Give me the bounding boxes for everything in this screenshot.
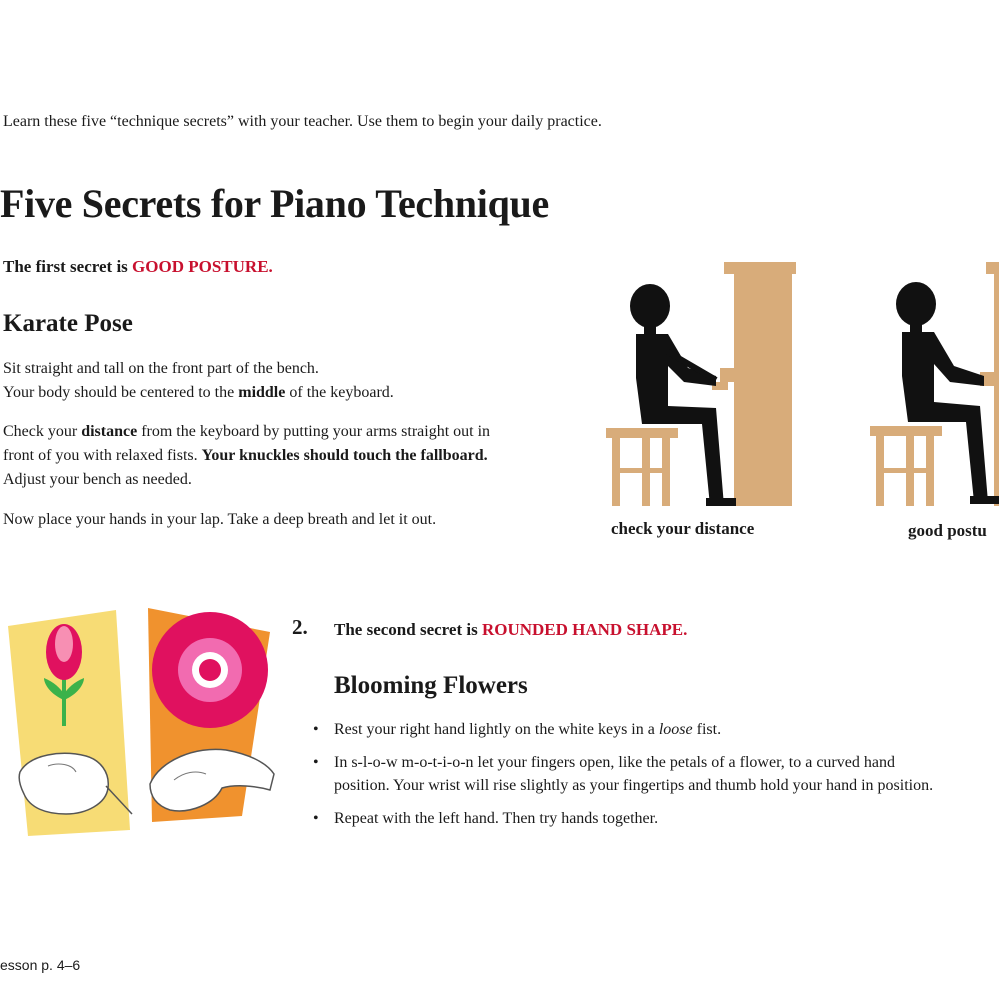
first-secret-line bbox=[3, 257, 273, 277]
good-posture-illustration bbox=[862, 258, 999, 513]
karate-p1-middle: middle bbox=[238, 384, 286, 401]
bullet-1a: Rest your right hand lightly on the white keys in a bbox=[334, 721, 659, 738]
karate-p2-distance: distance bbox=[81, 423, 138, 440]
second-secret-prefix: The second secret is bbox=[334, 620, 482, 639]
intro-text: Learn these five “technique secrets” with your teacher. Use them to begin your daily practice. bbox=[3, 113, 602, 130]
first-secret-suffix: . bbox=[268, 257, 273, 276]
bench bbox=[606, 428, 678, 506]
list-item bbox=[313, 807, 953, 830]
karate-p2c: from the keyboard by putting your arms straight out in front of you with relaxed fists. bbox=[3, 423, 491, 464]
second-secret-suffix: . bbox=[683, 620, 688, 639]
karate-paragraph-3: Now place your hands in your lap. Take a deep breath and let it out. bbox=[3, 511, 437, 528]
bullet-1-loose: loose bbox=[658, 721, 693, 738]
blooming-bullet-list bbox=[313, 718, 953, 840]
caption-good-posture: good postu bbox=[908, 521, 987, 540]
check-distance-illustration bbox=[598, 258, 798, 513]
blooming-flowers-illustration bbox=[0, 604, 282, 844]
bullet-glyph: • bbox=[313, 721, 319, 738]
karate-paragraph-2 bbox=[3, 420, 503, 492]
page-title: Five Secrets for Piano Technique bbox=[0, 181, 549, 226]
bullet-glyph: • bbox=[313, 754, 319, 771]
karate-paragraph-1 bbox=[3, 357, 563, 405]
karate-p2-knuckles: Your knuckles should touch the fallboard. bbox=[201, 447, 488, 464]
karate-p1-line2c: of the keyboard. bbox=[285, 384, 394, 401]
first-secret-highlight: GOOD POSTURE bbox=[132, 257, 269, 276]
bench-2 bbox=[870, 426, 942, 506]
piano-upright bbox=[712, 262, 796, 506]
karate-pose-heading: Karate Pose bbox=[3, 310, 133, 337]
caption-check-distance: check your distance bbox=[611, 519, 755, 538]
karate-p1-line1: Sit straight and tall on the front part of the bench. bbox=[3, 360, 319, 377]
second-secret-highlight: ROUNDED HAND SHAPE bbox=[481, 620, 684, 639]
second-secret-line bbox=[334, 620, 687, 640]
list-item bbox=[313, 718, 953, 741]
secret-number-2: 2. bbox=[292, 615, 308, 639]
page-footer: esson p. 4–6 bbox=[0, 957, 81, 973]
karate-p2a: Check your bbox=[3, 423, 82, 440]
karate-p2e: Adjust your bench as needed. bbox=[3, 471, 192, 488]
open-flower bbox=[152, 612, 268, 728]
bullet-1c: fist. bbox=[692, 721, 722, 738]
first-secret-prefix: The first secret is bbox=[3, 257, 133, 276]
bullet-glyph: • bbox=[313, 810, 319, 827]
blooming-flowers-heading: Blooming Flowers bbox=[334, 672, 528, 699]
bullet-2: In s-l-o-w m-o-t-i-o-n let your fingers open, like the petals of a flower, to a curved hand position. Your wrist will rise slightly as your fingertips and thumb hold your hand in position. bbox=[334, 754, 934, 794]
list-item bbox=[313, 751, 934, 797]
bullet-3: Repeat with the left hand. Then try hands together. bbox=[334, 810, 659, 827]
karate-p1-line2a: Your body should be centered to the bbox=[3, 384, 239, 401]
